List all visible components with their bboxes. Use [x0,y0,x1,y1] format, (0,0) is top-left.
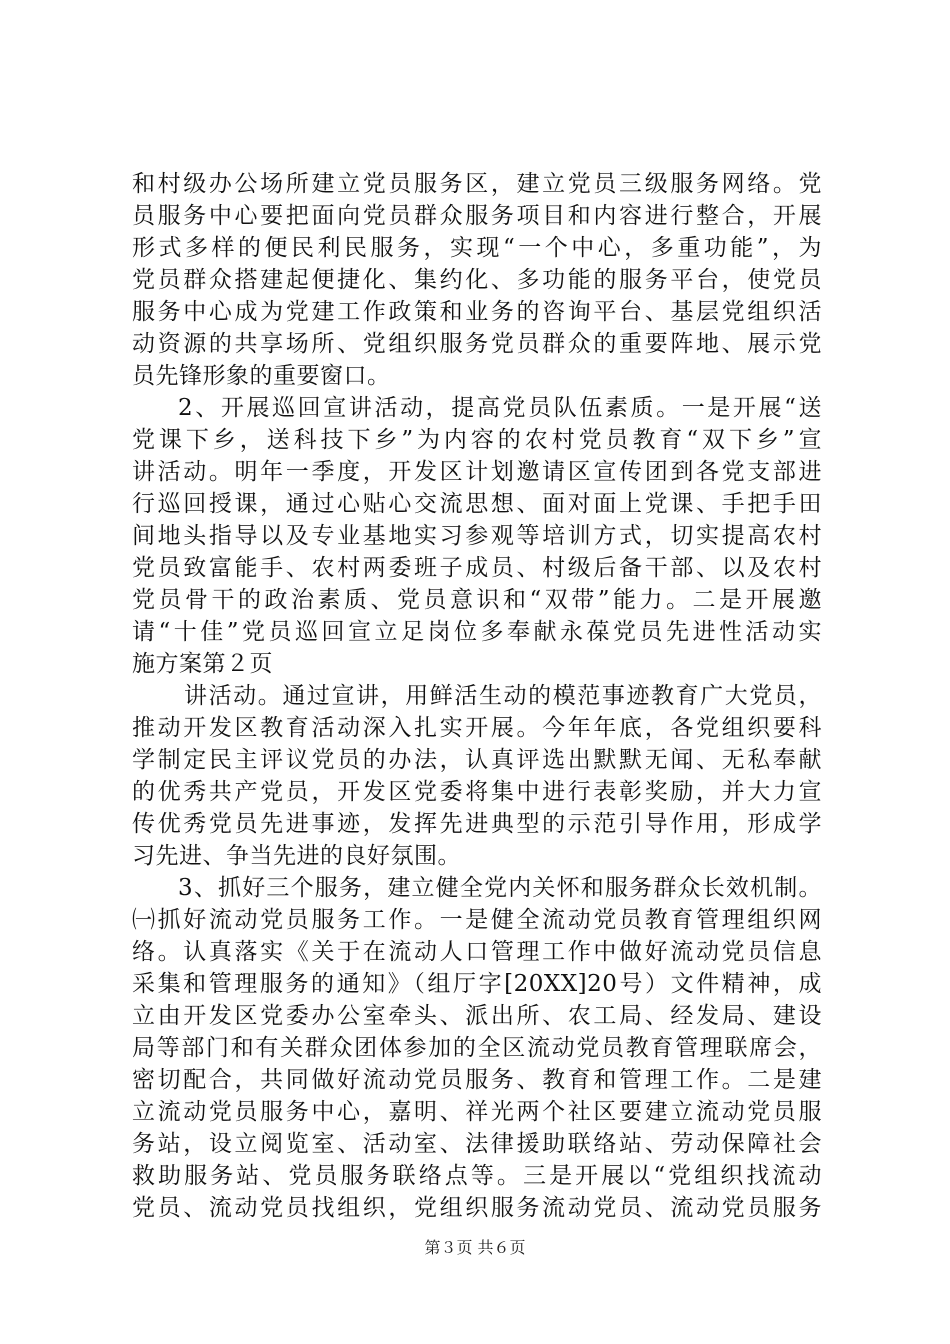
text-line: 形式多样的便民利民服务，实现“一个中心，多重功能”，为 [132,235,822,261]
text-line: 推动开发区教育活动深入扎实开展。今年年底，各党组织要科 [132,715,822,741]
text-line: 密切配合，共同做好流动党员服务、教育和管理工作。二是建 [132,1067,822,1093]
text-line: 党员、流动党员找组织，党组织服务流动党员、流动党员服务 [132,1195,822,1221]
text-line: 党员骨干的政治素质、党员意识和“双带”能力。二是开展邀 [132,587,822,613]
text-line: 立由开发区党委办公室牵头、派出所、农工局、经发局、建设 [132,1003,822,1029]
text-line: 习先进、争当先进的良好氛围。 [132,843,461,869]
text-line: 行巡回授课，通过心贴心交流思想、面对面上党课、手把手田 [132,491,822,517]
text-line: 救助服务站、党员服务联络点等。三是开展以“党组织找流动 [132,1163,822,1189]
text-line: 务站，设立阅览室、活动室、法律援助联络站、劳动保障社会 [132,1131,822,1157]
text-line: 的优秀共产党员，开发区党委将集中进行表彰奖励，并大力宣 [132,779,822,805]
text-line: 党课下乡，送科技下乡”为内容的农村党员教育“双下乡”宣 [132,427,822,453]
text-line: 党员致富能手、农村两委班子成员、村级后备干部、以及农村 [132,555,822,581]
text-line: 动资源的共享场所、党组织服务党员群众的重要阵地、展示党 [132,331,822,357]
paragraph-start-line: 3、抓好三个服务，建立健全党内关怀和服务群众长效机制。 [178,875,822,901]
text-line: 络。认真落实《关于在流动人口管理工作中做好流动党员信息 [132,939,822,965]
text-line: ㈠抓好流动党员服务工作。一是健全流动党员教育管理组织网 [132,907,822,933]
text-line: 学制定民主评议党员的办法，认真评选出默默无闻、无私奉献 [132,747,822,773]
paragraph-start-line: 2、开展巡回宣讲活动，提高党员队伍素质。一是开展“送 [178,395,822,421]
text-line: 请“十佳”党员巡回宣立足岗位多奉献永葆党员先进性活动实 [132,619,822,645]
text-line: 讲活动。明年一季度，开发区计划邀请区宣传团到各党支部进 [132,459,822,485]
text-line: 采集和管理服务的通知》（组厅字[20XX]20号）文件精神，成 [132,971,822,997]
text-line: 员服务中心要把面向党员群众服务项目和内容进行整合，开展 [132,203,822,229]
page-footer: 第３页 共６页 [424,1238,526,1257]
text-line: 传优秀党员先进事迹，发挥先进典型的示范引导作用，形成学 [132,811,822,837]
paragraph-start-line: 讲活动。通过宣讲，用鲜活生动的模范事迹教育广大党员， [184,683,822,709]
text-line: 施方案第２页 [132,651,273,677]
text-line: 局等部门和有关群众团体参加的全区流动党员教育管理联席会， [132,1035,822,1061]
document-body [132,168,822,1224]
text-line: 立流动党员服务中心，嘉明、祥光两个社区要建立流动党员服 [132,1099,822,1125]
text-line: 党员群众搭建起便捷化、集约化、多功能的服务平台，使党员 [132,267,822,293]
text-line: 员先锋形象的重要窗口。 [132,363,391,389]
text-line: 间地头指导以及专业基地实习参观等培训方式，切实提高农村 [132,523,822,549]
text-line: 和村级办公场所建立党员服务区，建立党员三级服务网络。党 [132,171,822,197]
text-line: 服务中心成为党建工作政策和业务的咨询平台、基层党组织活 [132,299,822,325]
